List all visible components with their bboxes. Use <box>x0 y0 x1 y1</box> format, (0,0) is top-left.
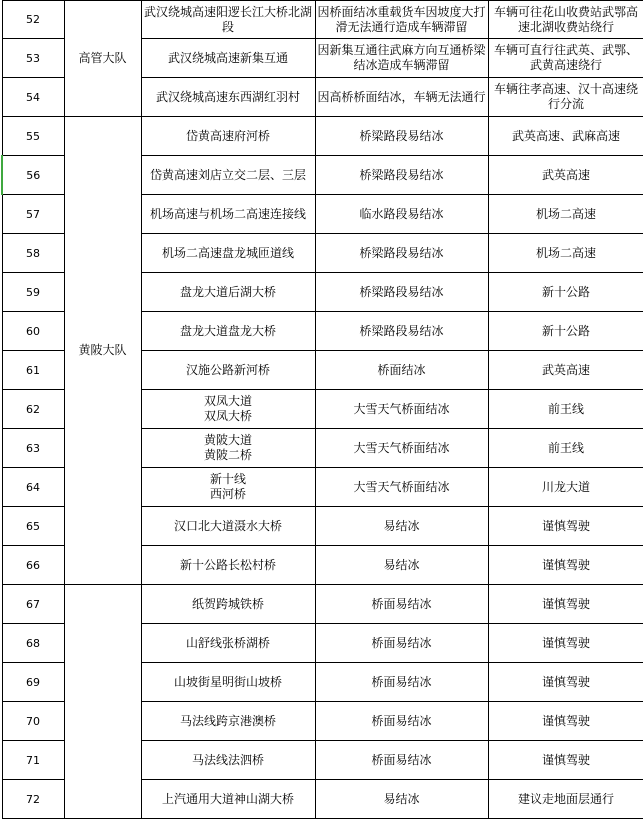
reason-cell: 桥面易结冰 <box>315 624 488 663</box>
road-line: 双凤大桥 <box>203 409 252 423</box>
road-cell: 岱黄高速刘店立交二层、三层 <box>141 156 315 195</box>
road-cell: 武汉绕城高速东西湖红羽村 <box>141 78 315 117</box>
road-cell: 盘龙大道后湖大桥 <box>141 273 315 312</box>
detour-cell: 机场二高速 <box>488 195 643 234</box>
detour-cell: 新十公路 <box>488 312 643 351</box>
row-number: 67 <box>2 585 64 624</box>
detour-cell: 谨慎驾驶 <box>488 663 643 702</box>
row-number: 57 <box>2 195 64 234</box>
row-number: 61 <box>2 351 64 390</box>
reason-cell: 大雪天气桥面结冰 <box>315 429 488 468</box>
reason-cell: 桥面易结冰 <box>315 741 488 780</box>
detour-cell: 车辆往孝高速、汉十高速绕行分流 <box>488 78 643 117</box>
detour-cell: 前王线 <box>488 390 643 429</box>
reason-cell: 大雪天气桥面结冰 <box>315 390 488 429</box>
table-row <box>2 1 643 39</box>
row-number: 53 <box>2 39 64 78</box>
reason-cell: 桥梁路段易结冰 <box>315 156 488 195</box>
detour-cell: 谨慎驾驶 <box>488 741 643 780</box>
reason-cell: 桥梁路段易结冰 <box>315 312 488 351</box>
road-icing-table <box>1 0 643 819</box>
road-cell: 岱黄高速府河桥 <box>141 117 315 156</box>
row-number: 59 <box>2 273 64 312</box>
reason-cell: 因高桥桥面结冰，车辆无法通行 <box>315 78 488 117</box>
reason-cell: 因新集互通往武麻方向互通桥梁结冰造成车辆滞留 <box>315 39 488 78</box>
detour-cell: 谨慎驾驶 <box>488 624 643 663</box>
reason-cell: 易结冰 <box>315 780 488 819</box>
row-number: 70 <box>2 702 64 741</box>
road-line: 新十线 <box>209 472 246 486</box>
group-cell: 黄陂大队 <box>64 117 141 585</box>
reason-cell: 桥梁路段易结冰 <box>315 117 488 156</box>
row-number: 62 <box>2 390 64 429</box>
detour-cell: 前王线 <box>488 429 643 468</box>
road-cell: 马法线跨京港澳桥 <box>141 702 315 741</box>
group-cell: 高管大队 <box>64 1 141 117</box>
detour-cell: 车辆可往花山收费站武鄂高速北湖收费站绕行 <box>488 1 643 39</box>
road-cell: 山坡街星明街山坡桥 <box>141 663 315 702</box>
detour-cell: 新十公路 <box>488 273 643 312</box>
reason-cell: 桥梁路段易结冰 <box>315 273 488 312</box>
road-line: 西河桥 <box>209 487 246 501</box>
reason-cell: 临水路段易结冰 <box>315 195 488 234</box>
road-cell: 马法线法泗桥 <box>141 741 315 780</box>
reason-cell: 桥面易结冰 <box>315 702 488 741</box>
group-cell <box>64 585 141 819</box>
road-line: 黄陂二桥 <box>203 448 252 462</box>
road-cell: 新十公路长松村桥 <box>141 546 315 585</box>
detour-cell: 川龙大道 <box>488 468 643 507</box>
row-number: 68 <box>2 624 64 663</box>
road-cell <box>141 468 315 507</box>
reason-cell: 桥梁路段易结冰 <box>315 234 488 273</box>
row-number: 52 <box>2 1 64 39</box>
reason-cell: 易结冰 <box>315 507 488 546</box>
road-cell: 盘龙大道盘龙大桥 <box>141 312 315 351</box>
detour-cell: 武英高速 <box>488 351 643 390</box>
detour-cell: 谨慎驾驶 <box>488 546 643 585</box>
road-cell: 武汉绕城高速新集互通 <box>141 39 315 78</box>
road-cell: 汉口北大道滠水大桥 <box>141 507 315 546</box>
road-cell: 纸贺跨城铁桥 <box>141 585 315 624</box>
road-cell: 上汽通用大道神山湖大桥 <box>141 780 315 819</box>
reason-cell: 大雪天气桥面结冰 <box>315 468 488 507</box>
row-number: 72 <box>2 780 64 819</box>
reason-cell: 因桥面结冰重载货车因坡度大打滑无法通行造成车辆滞留 <box>315 1 488 39</box>
road-cell <box>141 390 315 429</box>
detour-cell: 车辆可直行往武英、武鄂、武黄高速绕行 <box>488 39 643 78</box>
detour-cell: 机场二高速 <box>488 234 643 273</box>
row-number: 54 <box>2 78 64 117</box>
road-line: 双凤大道 <box>203 394 252 408</box>
detour-cell: 建议走地面层通行 <box>488 780 643 819</box>
row-number: 55 <box>2 117 64 156</box>
reason-cell: 易结冰 <box>315 546 488 585</box>
row-number: 63 <box>2 429 64 468</box>
table-row <box>2 117 643 156</box>
road-cell: 山舒线张桥湖桥 <box>141 624 315 663</box>
row-number: 60 <box>2 312 64 351</box>
detour-cell: 武英高速 <box>488 156 643 195</box>
row-number: 71 <box>2 741 64 780</box>
detour-cell: 谨慎驾驶 <box>488 702 643 741</box>
detour-cell: 谨慎驾驶 <box>488 507 643 546</box>
row-number: 58 <box>2 234 64 273</box>
detour-cell: 谨慎驾驶 <box>488 585 643 624</box>
detour-cell: 武英高速、武麻高速 <box>488 117 643 156</box>
road-cell: 机场高速与机场二高速连接线 <box>141 195 315 234</box>
row-number: 65 <box>2 507 64 546</box>
road-cell <box>141 429 315 468</box>
row-number: 56 <box>2 156 64 195</box>
row-number: 69 <box>2 663 64 702</box>
reason-cell: 桥面易结冰 <box>315 663 488 702</box>
road-line: 黄陂大道 <box>203 433 252 447</box>
row-number: 66 <box>2 546 64 585</box>
road-cell: 机场二高速盘龙城匝道线 <box>141 234 315 273</box>
reason-cell: 桥面易结冰 <box>315 585 488 624</box>
row-number: 64 <box>2 468 64 507</box>
road-cell: 武汉绕城高速阳逻长江大桥北湖段 <box>141 1 315 39</box>
road-cell: 汉施公路新河桥 <box>141 351 315 390</box>
table-row <box>2 585 643 624</box>
reason-cell: 桥面结冰 <box>315 351 488 390</box>
